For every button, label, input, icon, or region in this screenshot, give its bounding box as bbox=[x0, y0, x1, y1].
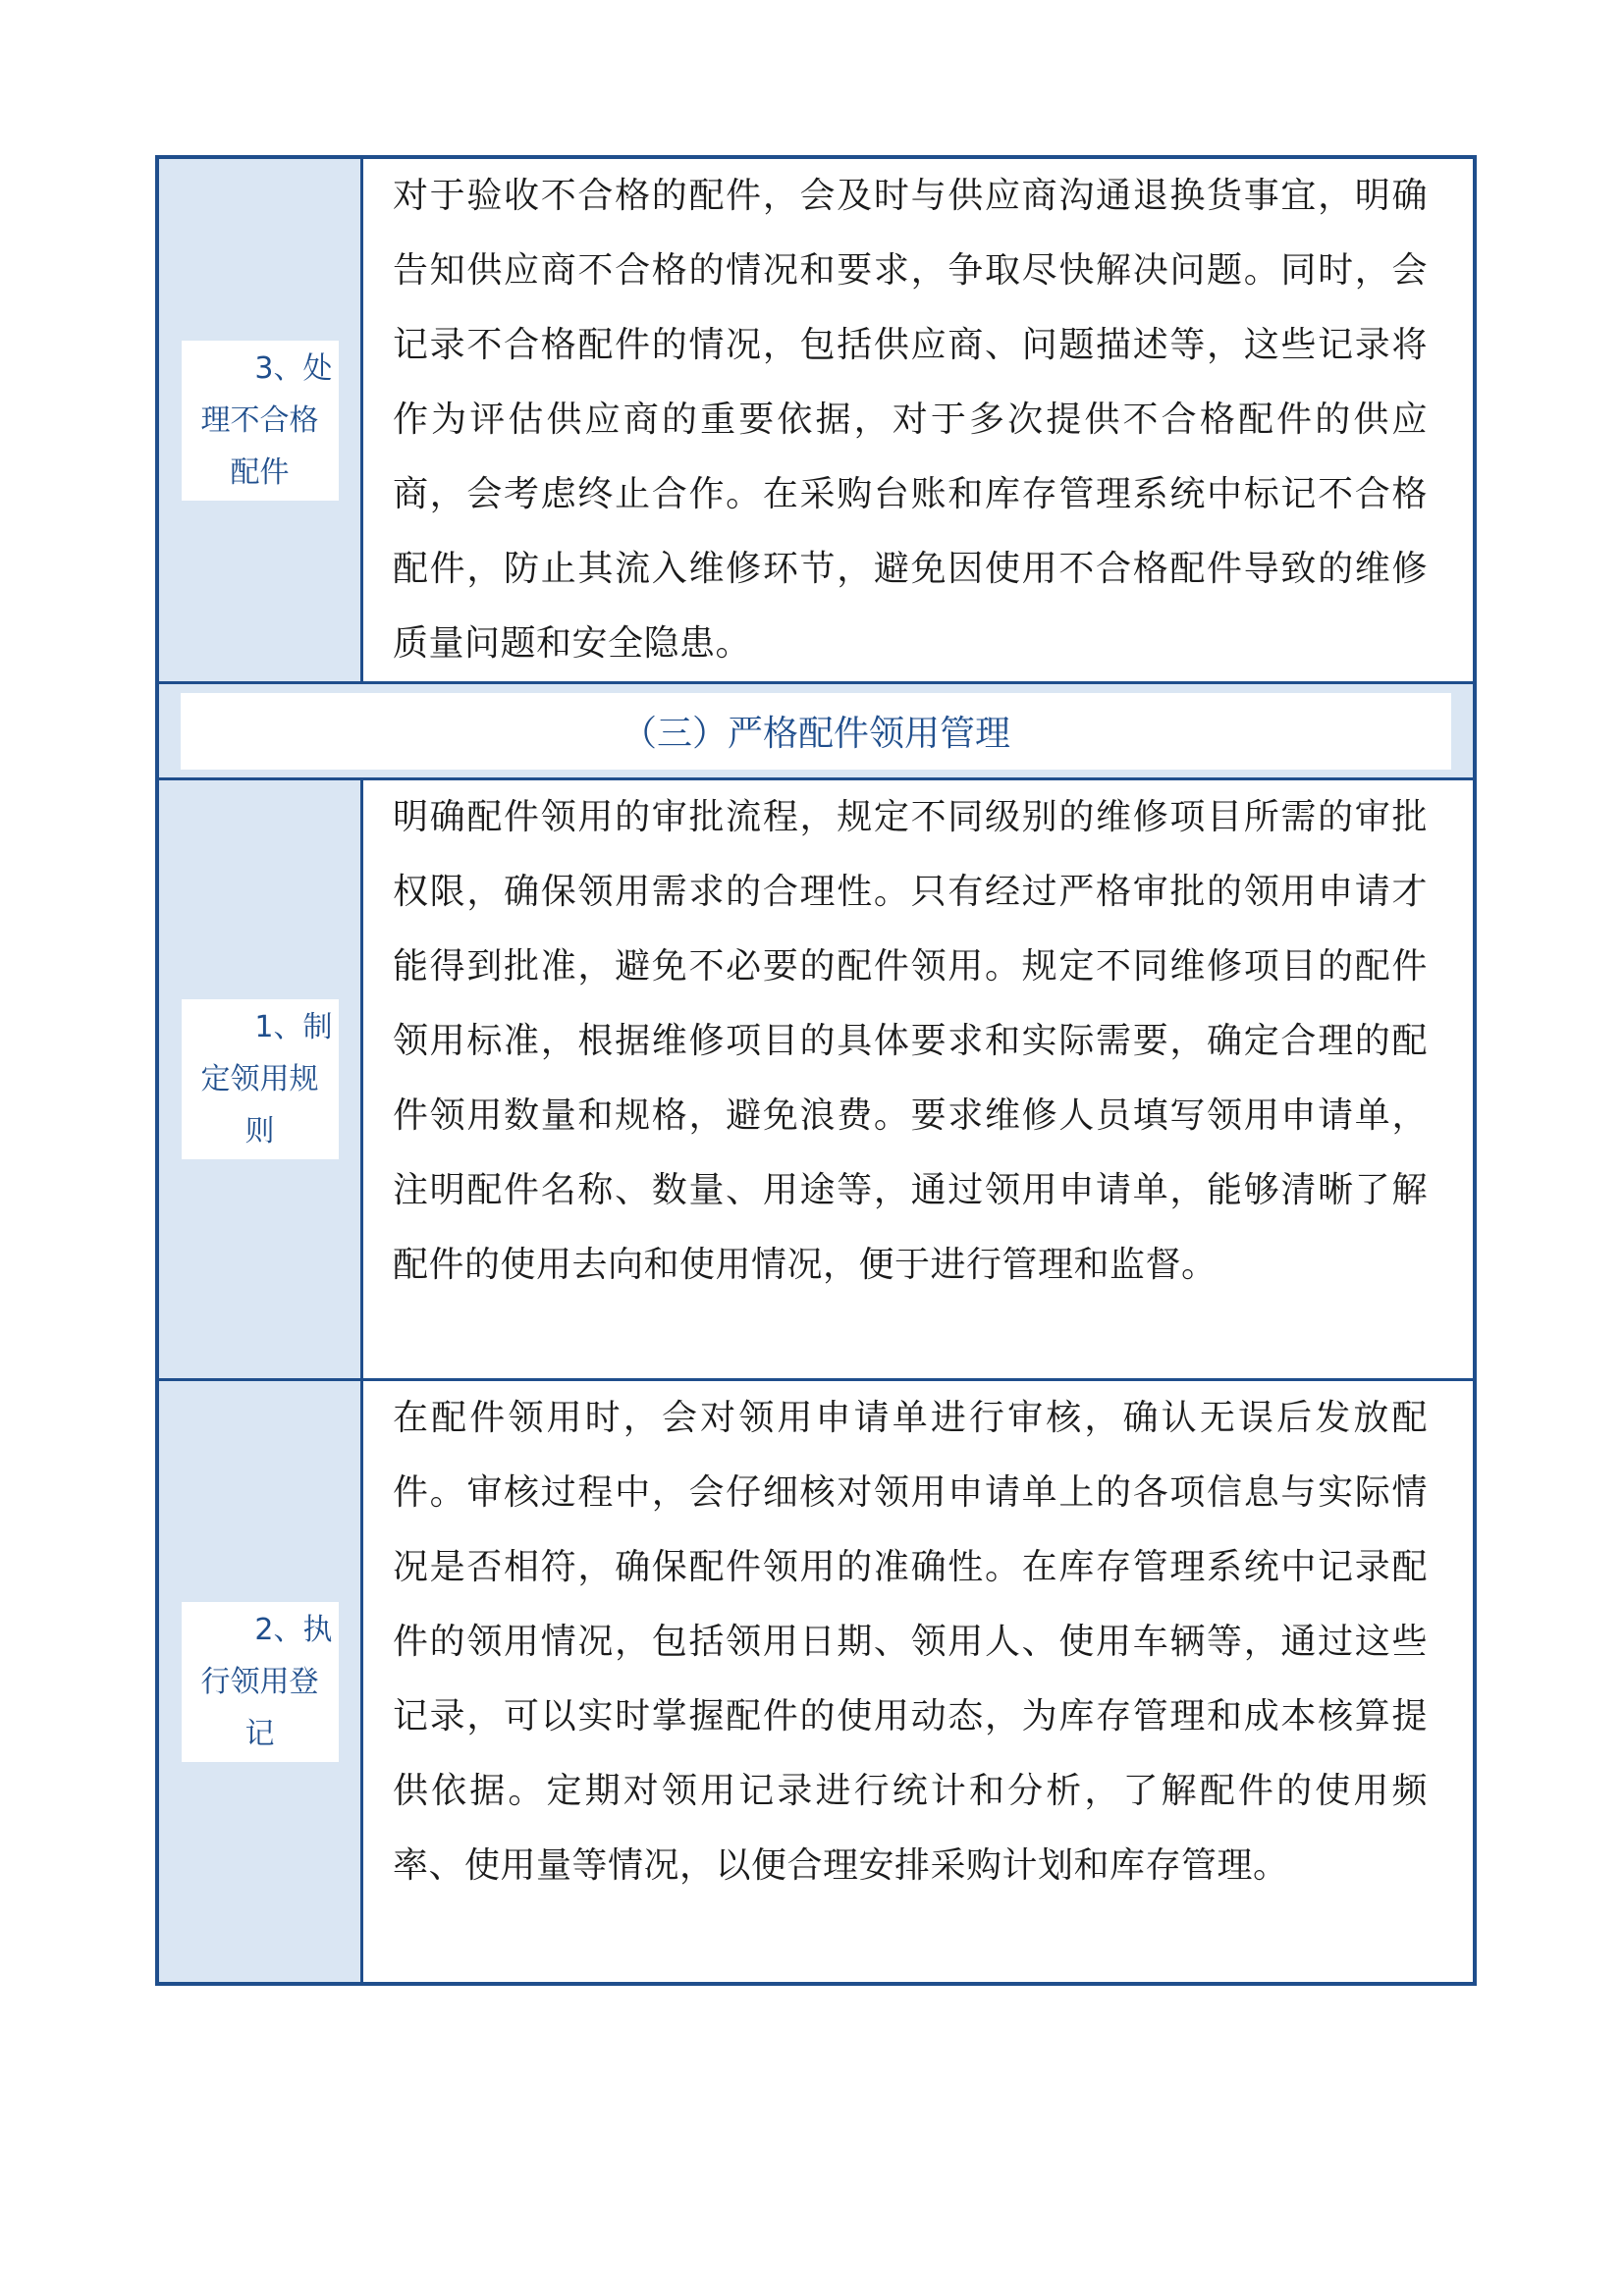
row-content: 明确配件领用的审批流程，规定不同级别的维修项目所需的审批权限，确保领用需求的合理性。只有经过严格审批的领用申请才能得到批准，避免不必要的配件领用。规定不同维修项目的配件领用标准，根据维修项目的具体要求和实际需要，确定合理的配件领用数量和规格，避免浪费。要求维修人员填写领用申请单，注明配件名称、数量、用途等，通过领用申请单，能够清晰了解配件的使用去向和使用情况，便于进行管理和监督。 bbox=[393, 797, 1428, 1285]
row-label-line-2: 理不合格配件 bbox=[200, 402, 319, 490]
row-label-line-1: 1、制 bbox=[254, 1010, 333, 1044]
document-table bbox=[155, 155, 1477, 1986]
row-content: 对于验收不合格的配件，会及时与供应商沟通退换货事宜，明确告知供应商不合格的情况和要求，争取尽快解决问题。同时，会记录不合格配件的情况，包括供应商、问题描述等，这些记录将作为评估供应商的重要依据，对于多次提供不合格配件的供应商，会考虑终止合作。在采购台账和库存管理系统中标记不合格配件，防止其流入维修环节，避免因使用不合格配件导致的维修质量问题和安全隐患。 bbox=[393, 176, 1428, 664]
row-label bbox=[182, 999, 339, 1159]
table-row bbox=[159, 777, 1473, 1378]
row-label bbox=[182, 1602, 339, 1762]
row-label bbox=[182, 341, 339, 501]
section-heading-row bbox=[159, 681, 1473, 777]
row-label-line-1: 3、处 bbox=[254, 350, 333, 386]
row-label-cell bbox=[159, 159, 363, 681]
section-heading: （三）严格配件领用管理 bbox=[181, 693, 1451, 770]
row-label-cell bbox=[159, 1381, 363, 1982]
row-content: 在配件领用时，会对领用申请单进行审核，确认无误后发放配件。审核过程中，会仔细核对领用申请单上的各项信息与实际情况是否相符，确保配件领用的准确性。在库存管理系统中记录配件的领用情况，包括领用日期、领用人、使用车辆等，通过这些记录，可以实时掌握配件的使用动态，为库存管理和成本核算提供依据。定期对领用记录进行统计和分析，了解配件的使用频率、使用量等情况，以便合理安排采购计划和库存管理。 bbox=[393, 1398, 1428, 1886]
table-row bbox=[159, 159, 1473, 681]
row-label-line-2: 行领用登记 bbox=[200, 1664, 319, 1751]
table-row bbox=[159, 1378, 1473, 1982]
row-label-line-2: 定领用规则 bbox=[200, 1062, 319, 1148]
row-label-line-1: 2、执 bbox=[254, 1612, 333, 1647]
row-label-cell bbox=[159, 780, 363, 1378]
